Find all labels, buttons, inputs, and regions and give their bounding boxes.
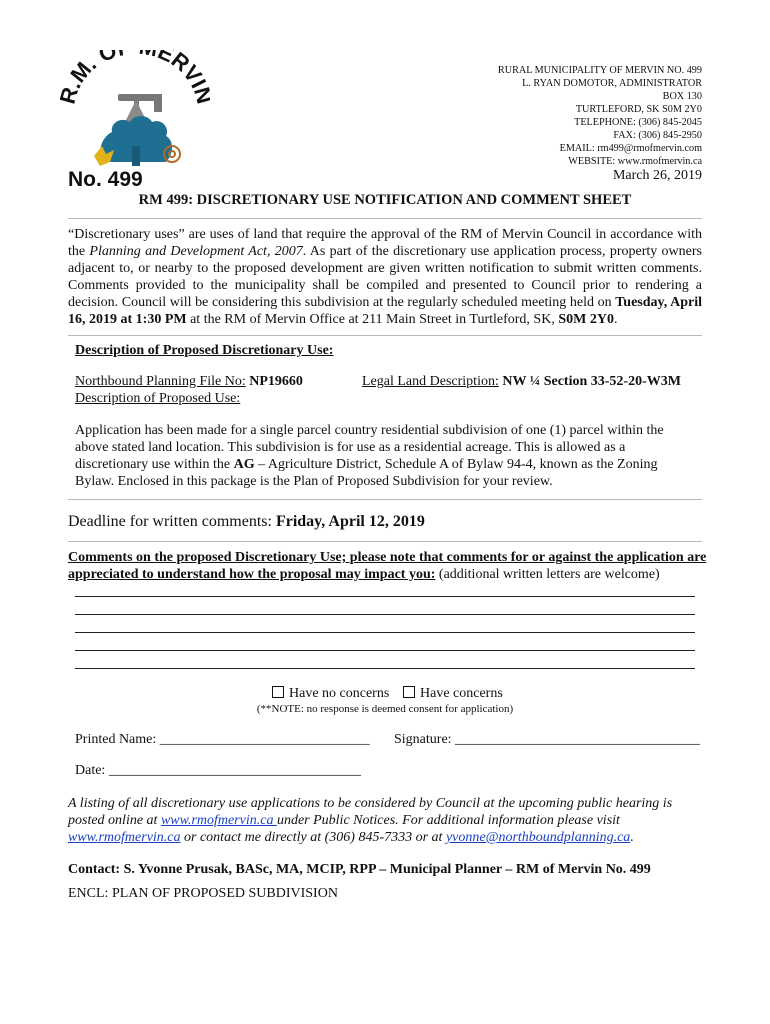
legal-value: NW ¼ Section 33-52-20-W3M: [502, 374, 681, 389]
file-number: NP19660: [249, 374, 303, 389]
listing-paragraph: A listing of all discretionary use applications to be considered by Council at the upcoming public hearing is posted online at www.rmofmervin.ca under Public Notices. For additional information please visit www.rmofmervin.ca or contact me directly at (306) 845-7333 or at yvonne@northboundplanning.ca.: [68, 796, 673, 845]
contact-line: Contact: S. Yvonne Prusak, BASc, MA, MCIP, RPP – Municipal Planner – RM of Mervin No. 499: [68, 862, 651, 877]
rm-mervin-logo: [60, 50, 210, 190]
deadline-date: Friday, April 12, 2019: [275, 513, 425, 530]
logo-arc-text: .M. O ERVI: [60, 50, 210, 93]
divider: [68, 218, 702, 219]
no-concerns-option[interactable]: Have no concerns: [272, 686, 389, 702]
meeting-datetime: Tuesday, April 16, 2019 at 1:30 PM: [68, 295, 702, 327]
comment-line[interactable]: [75, 650, 695, 651]
proposed-use-body: Application has been made for a single parcel country residential subdivision of one (1) parcel within the above stated land location. This subdivision is for use as a residential acreage. This is allowed as a discretionary use within the AG – Agriculture District, Schedule A of Bylaw 94-4, known as the Zoning Bylaw. Enclosed in this package is the Plan of Proposed Subdivision for your review.: [75, 423, 664, 489]
rmofmervin-link-2[interactable]: www.rmofmervin.ca: [68, 830, 181, 845]
comment-line[interactable]: [75, 596, 695, 597]
administrator: L. RYAN DOMOTOR, ADMINISTRATOR: [522, 78, 702, 89]
logo-number: No. 499: [68, 168, 143, 190]
municipality-address-block: [498, 64, 702, 168]
no-concerns-checkbox[interactable]: [272, 686, 284, 698]
fax: FAX: (306) 845-2950: [613, 130, 702, 141]
consent-note: (**NOTE: no response is deemed consent for application): [256, 703, 514, 715]
proposed-use-label: Description of Proposed Use:: [75, 391, 241, 406]
planner-email-link[interactable]: yvonne@northboundplanning.ca: [445, 830, 631, 845]
email: EMAIL: rm499@rmofmervin.com: [559, 143, 702, 154]
description-heading: Description of Proposed Discretionary Use:: [75, 343, 334, 358]
deadline: Deadline for written comments: Friday, April 12, 2019: [68, 513, 425, 530]
rmofmervin-link[interactable]: www.rmofmervin.ca: [160, 813, 277, 828]
comments-heading: Comments on the proposed Discretionary Use; please note that comments for or against the application are appreciated to understand how the proposal may impact you: (additional written letters are welcome): [68, 550, 707, 582]
document-title: RM 499: DISCRETIONARY USE NOTIFICATION AND COMMENT SHEET: [138, 192, 632, 208]
org-name: RURAL MUNICIPALITY OF MERVIN NO. 499: [497, 65, 702, 76]
planning-file: Northbound Planning File No: NP19660: [75, 374, 303, 389]
have-concerns-checkbox[interactable]: [403, 686, 415, 698]
town: TURTLEFORD, SK S0M 2Y0: [575, 104, 702, 115]
telephone: TELEPHONE: (306) 845-2045: [574, 117, 702, 128]
divider: [68, 335, 702, 336]
comment-line[interactable]: [75, 632, 695, 633]
act-name: Planning and Development Act, 2007: [89, 244, 303, 259]
enclosure-line: ENCL: PLAN OF PROPOSED SUBDIVISION: [68, 886, 338, 901]
signature-field[interactable]: Signature: ___________________________________: [394, 732, 701, 747]
legal-land-description: Legal Land Description: NW ¼ Section 33-52-20-W3M: [362, 374, 681, 389]
divider: [68, 541, 702, 542]
comment-line[interactable]: [75, 614, 695, 615]
divider: [68, 499, 702, 500]
document-date: March 26, 2019: [612, 168, 702, 183]
intro-paragraph: “Discretionary uses” are uses of land that require the approval of the RM of Mervin Council in accordance with the Planning and Development Act, 2007. As part of the discretionary use application process, property owners adjacent to, or nearby to the proposed development are given written notification to submit written comments. Comments provided to the municipality shall be compiled and presented to Council prior to rendering a decision. Council will be considering this subdivision at the regularly scheduled meeting held on Tuesday, April 16, 2019 at 1:30 PM at the RM of Mervin Office at 211 Main Street in Turtleford, SK, S0M 2Y0.: [68, 227, 702, 327]
printed-name-field[interactable]: Printed Name: ______________________________: [75, 732, 370, 747]
comment-line[interactable]: [75, 668, 695, 669]
date-field[interactable]: Date: ____________________________________: [75, 763, 361, 778]
have-concerns-option[interactable]: Have concerns: [403, 686, 503, 702]
po-box: BOX 130: [662, 91, 702, 102]
website: WEBSITE: www.rmofmervin.ca: [568, 156, 702, 167]
